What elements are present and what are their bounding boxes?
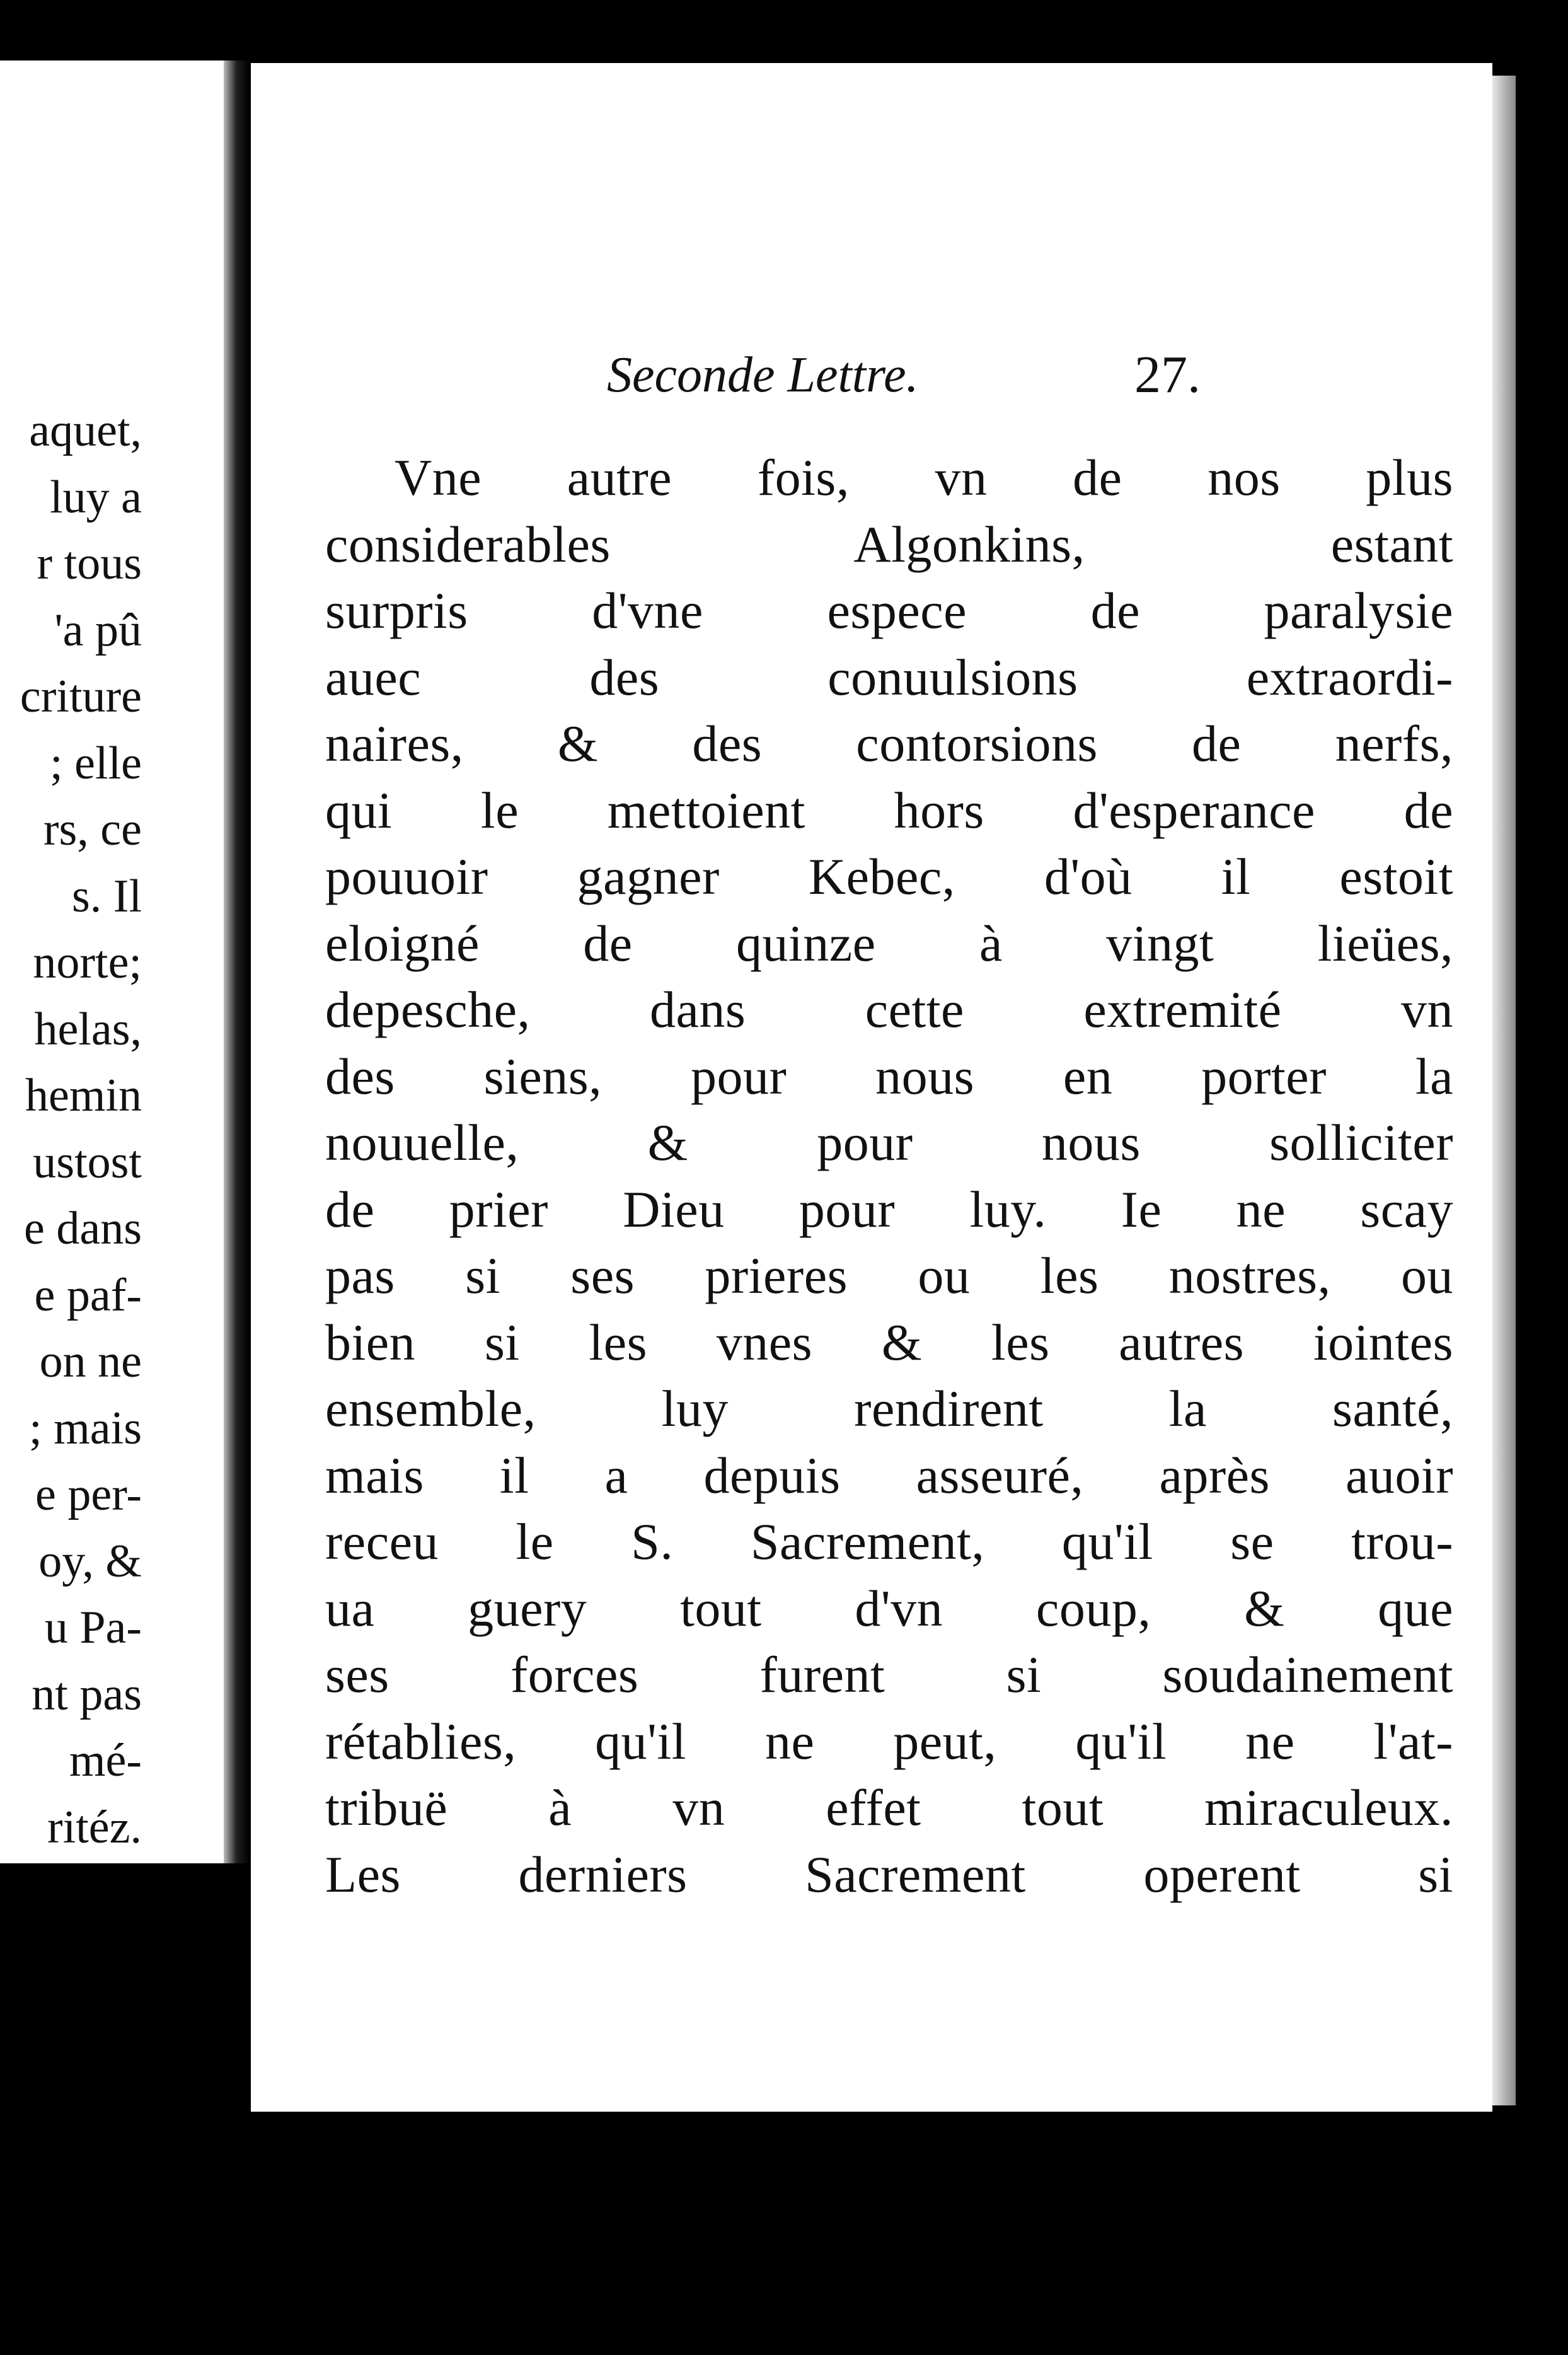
left-line: helas, [34, 1003, 142, 1055]
left-line: aquet, [29, 405, 142, 456]
text-line: Les derniers Sacrement operent si [325, 1845, 1453, 1903]
text-line: ses forces furent si soudainement [325, 1646, 1453, 1703]
left-line: luy a [50, 471, 142, 523]
left-page-fragment [0, 61, 224, 1863]
left-line: ; elle [50, 737, 142, 789]
left-line: e paf- [34, 1269, 142, 1321]
left-line: nt pas [32, 1668, 142, 1720]
left-line: oy, & [38, 1535, 142, 1587]
page-edge [1490, 76, 1516, 2105]
text-line: de prier Dieu pour luy. Ie ne scay [325, 1180, 1453, 1238]
text-line: pouuoir gagner Kebec, d'où il estoit [325, 848, 1453, 905]
text-line: auec des conuulsions extraordi- [325, 648, 1453, 706]
text-line: bien si les vnes & les autres iointes [325, 1313, 1453, 1371]
left-line: ; mais [29, 1402, 142, 1454]
text-line: ua guery tout d'vn coup, & que [325, 1579, 1453, 1637]
left-line: mé- [69, 1735, 142, 1786]
text-line: mais il a depuis asseuré, après auoir [325, 1446, 1453, 1504]
body-text [325, 444, 1453, 1907]
text-line: depesche, dans cette extremité vn [325, 981, 1453, 1038]
text-line: surpris d'vne espece de paralysie [325, 582, 1453, 639]
left-line: ustost [33, 1136, 142, 1188]
left-line: on ne [39, 1336, 142, 1387]
text-line: ensemble, luy rendirent la santé, [325, 1380, 1453, 1437]
left-line: hemin [25, 1070, 142, 1121]
left-line: s. Il [72, 870, 142, 922]
left-line: 'a pû [54, 604, 142, 656]
text-line: tribuë à vn effet tout miraculeux. [325, 1779, 1453, 1836]
page-number: 27. [1134, 345, 1201, 404]
text-line: qui le mettoient hors d'esperance de [325, 781, 1453, 839]
text-line: considerables Algonkins, estant [325, 515, 1453, 573]
left-line: criture [20, 671, 142, 722]
page-header [251, 328, 1492, 422]
left-line: rs, ce [43, 804, 142, 855]
text-line: naires, & des contorsions de nerfs, [325, 715, 1453, 772]
left-page-text [0, 398, 142, 1861]
text-line: eloigné de quinze à vingt lieües, [325, 914, 1453, 972]
text-line: Vne autre fois, vn de nos plus [395, 449, 1453, 506]
left-line: u Pa- [44, 1602, 142, 1653]
text-line: des siens, pour nous en porter la [325, 1047, 1453, 1105]
right-page [249, 63, 1492, 2112]
left-line: e per- [35, 1469, 142, 1520]
left-line: ritéz. [47, 1801, 142, 1853]
text-line: pas si ses prieres ou les nostres, ou [325, 1247, 1453, 1304]
text-line: rétablies, qu'il ne peut, qu'il ne l'at- [325, 1712, 1453, 1770]
left-line: norte; [33, 937, 142, 988]
left-line: e dans [24, 1203, 142, 1254]
text-line: nouuelle, & pour nous solliciter [325, 1114, 1453, 1171]
book-gutter [224, 61, 249, 1863]
text-line: receu le S. Sacrement, qu'il se trou- [325, 1513, 1453, 1570]
left-line: r tous [37, 538, 142, 589]
running-title: Seconde Lettre. [607, 347, 919, 403]
